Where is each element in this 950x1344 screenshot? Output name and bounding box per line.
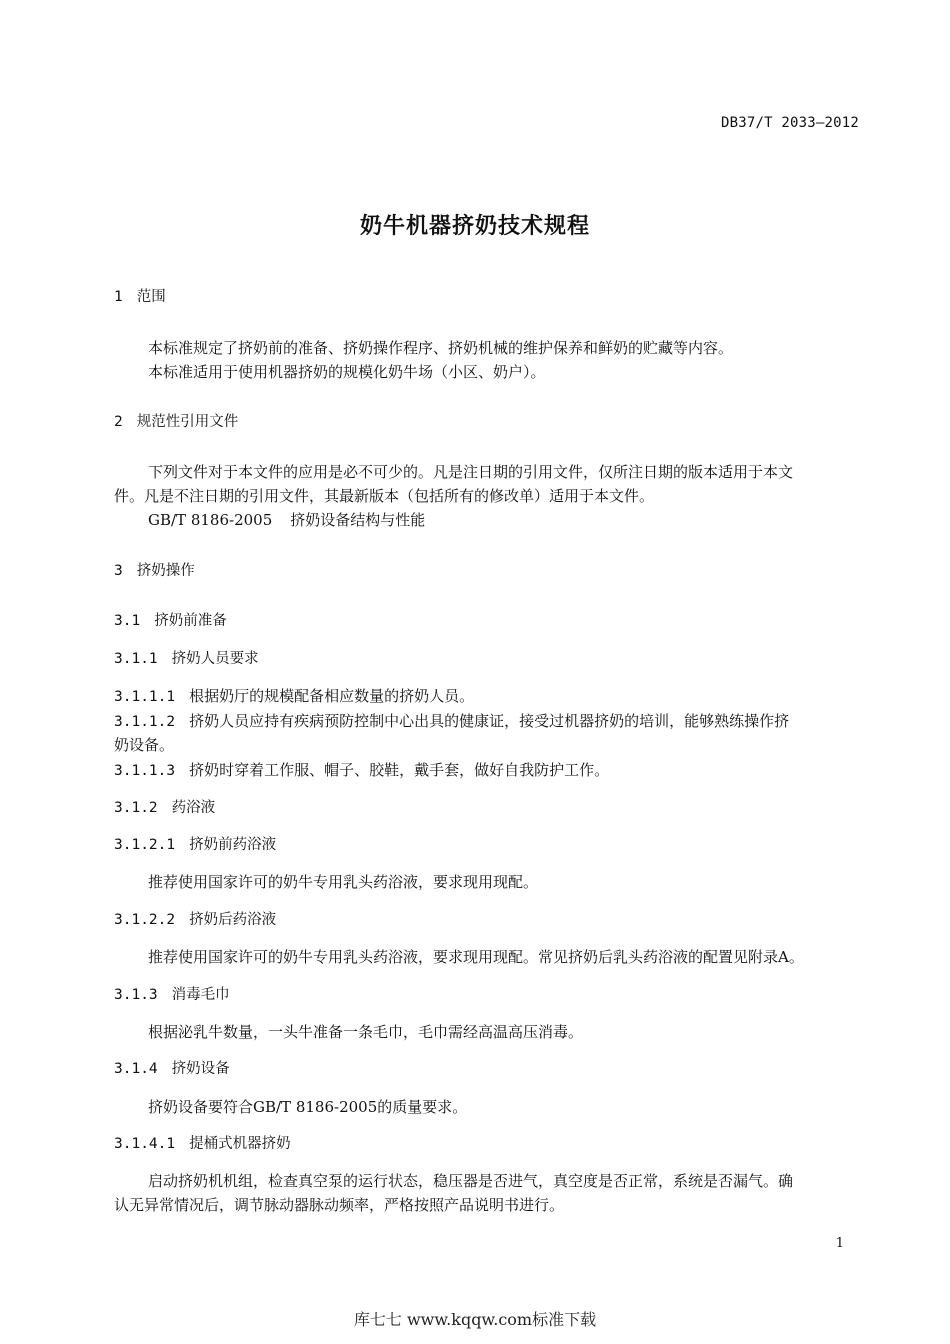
section-number: 3.1.1	[114, 651, 158, 667]
section-3-1-4-heading	[114, 1057, 859, 1081]
section-3-heading	[114, 559, 859, 583]
page-number: 1	[835, 1236, 844, 1251]
section-title: 挤奶后药浴液	[189, 912, 277, 928]
reference-title: 挤奶设备结构与性能	[290, 511, 426, 529]
clause-3-1-1-2-continuation: 奶设备。	[114, 736, 175, 754]
section-title: 范围	[136, 289, 166, 305]
section-2-paragraph-line-2: 件。凡是不注日期的引用文件，其最新版本（包括所有的修改单）适用于本文件。	[114, 487, 655, 505]
document-code: DB37/T 2033—2012	[720, 115, 859, 131]
section-2-heading	[114, 410, 859, 434]
section-title: 挤奶前准备	[154, 613, 227, 629]
section-3-1-2-1-text: 推荐使用国家许可的奶牛专用乳头药浴液，要求现用现配。	[148, 873, 539, 891]
section-3-1-2-2-text: 推荐使用国家许可的奶牛专用乳头药浴液，要求现用现配。常见挤奶后乳头药浴液的配置见附录A。	[148, 948, 804, 966]
section-3-1-2-1-heading	[114, 833, 859, 857]
section-title: 挤奶设备	[171, 1061, 230, 1077]
section-3-1-2-2-heading	[114, 908, 859, 932]
section-3-1-4-1-heading	[114, 1132, 859, 1156]
section-3-1-2-heading	[114, 796, 859, 820]
section-title: 提桶式机器挤奶	[189, 1136, 291, 1152]
section-3-1-3-text: 根据泌乳牛数量，一头牛准备一条毛巾，毛巾需经高温高压消毒。	[148, 1023, 584, 1041]
clause-number: 3.1.1.1	[114, 689, 176, 705]
section-3-1-4-text: 挤奶设备要符合GB/T 8186-2005的质量要求。	[148, 1098, 468, 1116]
section-title: 药浴液	[171, 800, 216, 816]
section-title: 挤奶操作	[136, 563, 195, 579]
section-3-1-4-1-text-line-2: 认无异常情况后，调节脉动器脉动频率，严格按照产品说明书进行。	[114, 1196, 565, 1214]
section-3-1-heading	[114, 609, 859, 633]
normative-reference	[148, 508, 859, 532]
section-title: 消毒毛巾	[171, 987, 230, 1003]
clause-text: 根据奶厅的规模配备相应数量的挤奶人员。	[189, 687, 475, 705]
section-1-paragraph-1: 本标准规定了挤奶前的准备、挤奶操作程序、挤奶机械的维护保养和鲜奶的贮藏等内容。	[148, 339, 734, 357]
section-1-heading	[114, 285, 859, 309]
section-title: 挤奶人员要求	[171, 651, 259, 667]
section-number: 3	[114, 563, 123, 579]
document-title: 奶牛机器挤奶技术规程	[359, 214, 590, 239]
section-title: 挤奶前药浴液	[189, 837, 277, 853]
section-number: 3.1.2.2	[114, 912, 176, 928]
clause-3-1-1-3	[114, 758, 859, 783]
section-number: 1	[114, 289, 123, 305]
section-number: 3.1.2	[114, 800, 158, 816]
section-number: 3.1.3	[114, 987, 158, 1003]
section-3-1-4-1-text-line-1: 启动挤奶机机组，检查真空泵的运行状态，稳压器是否进气，真空度是否正常，系统是否漏气。确	[148, 1172, 794, 1190]
clause-text: 挤奶时穿着工作服、帽子、胶鞋，戴手套，做好自我防护工作。	[189, 761, 610, 779]
section-number: 2	[114, 414, 123, 430]
clause-text: 挤奶人员应持有疾病预防控制中心出具的健康证，接受过机器挤奶的培训，能够熟练操作挤	[189, 712, 790, 730]
section-number: 3.1	[114, 613, 141, 629]
section-3-1-1-heading	[114, 647, 859, 671]
clause-number: 3.1.1.2	[114, 714, 176, 730]
clause-number: 3.1.1.3	[114, 763, 176, 779]
section-title: 规范性引用文件	[136, 414, 239, 430]
section-number: 3.1.2.1	[114, 837, 176, 853]
clause-3-1-1-1	[114, 684, 859, 709]
section-3-1-3-heading	[114, 983, 859, 1007]
reference-code: GB/T 8186-2005	[148, 511, 273, 529]
section-1-paragraph-2: 本标准适用于使用机器挤奶的规模化奶牛场（小区、奶户）。	[148, 363, 546, 381]
section-number: 3.1.4	[114, 1061, 158, 1077]
footer-watermark: 库七七 www.kqqw.com标准下载	[353, 1310, 597, 1329]
section-2-paragraph-line-1: 下列文件对于本文件的应用是必不可少的。凡是注日期的引用文件，仅所注日期的版本适用于本文	[148, 463, 794, 481]
section-number: 3.1.4.1	[114, 1136, 176, 1152]
clause-3-1-1-2	[114, 709, 859, 734]
